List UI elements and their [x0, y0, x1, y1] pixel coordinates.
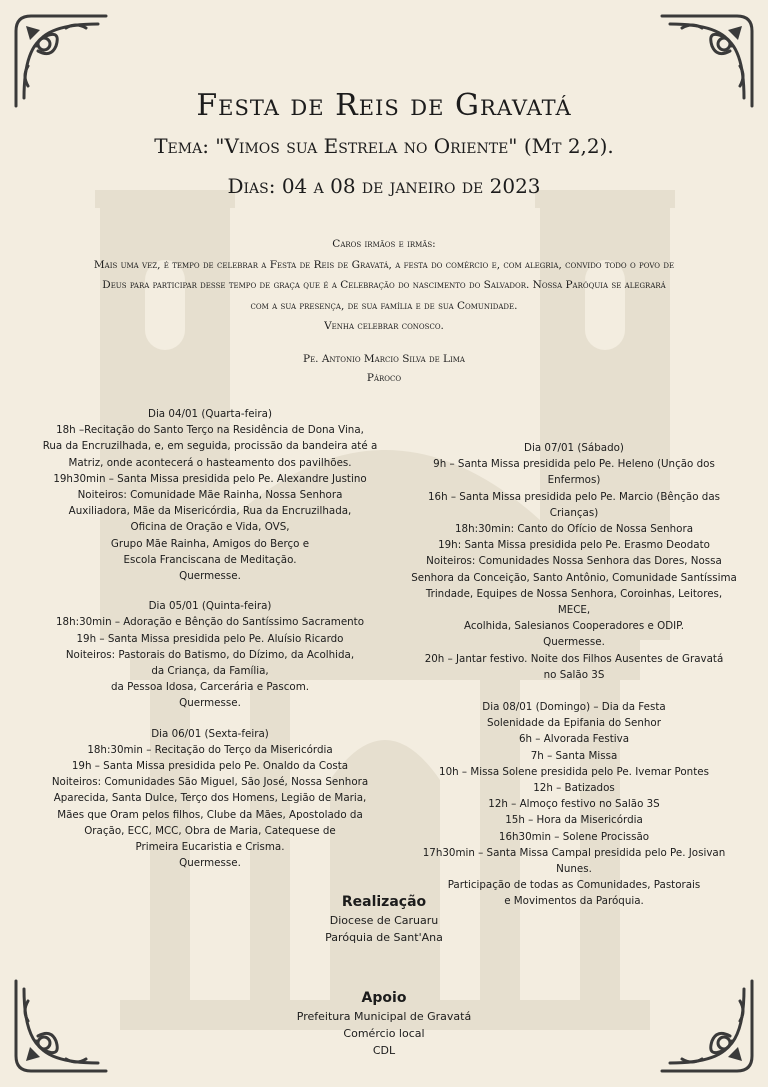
- schedule-line: da Criança, da Família,: [151, 665, 269, 678]
- schedule-line: Mães que Oram pelos filhos, Clube da Mães, Apostolado da: [57, 808, 363, 821]
- schedule-line: no Salão 3S: [543, 668, 605, 681]
- schedule-line: 16h30min – Solene Procissão: [498, 830, 650, 843]
- realizacao-item: Paróquia de Sant'Ana: [325, 931, 443, 944]
- day-block-08: [404, 699, 744, 910]
- signature: [0, 350, 768, 388]
- apoio-item: Prefeitura Municipal de Gravatá: [296, 1010, 472, 1023]
- schedule-line: Primeira Eucaristia e Crisma.: [135, 841, 285, 854]
- theme-line: Tema: "Vimos sua Estrela no Oriente" (Mt 2,2).: [154, 134, 614, 158]
- signature-role: Pároco: [366, 372, 402, 384]
- schedule-line: Senhora da Conceição, Santo Antônio, Comunidade Santíssima: [411, 571, 737, 584]
- intro-message: [64, 234, 704, 337]
- schedule-line: 18h:30min – Adoração e Bênção do Santíssimo Sacramento: [55, 616, 365, 629]
- schedule-line: 19h: Santa Missa presidida pelo Pe. Erasmo Deodato: [438, 539, 710, 552]
- schedule-line: Quermesse.: [179, 570, 241, 583]
- schedule-line: MECE,: [557, 604, 591, 617]
- schedule-line: Nunes.: [556, 863, 592, 876]
- intro-body-line: com a sua presença, de sua família e de sua Comunidade.: [250, 299, 518, 312]
- schedule-line: 12h – Batizados: [533, 782, 615, 795]
- day-block-07: [404, 440, 744, 683]
- realizacao-item: Diocese de Caruaru: [329, 914, 439, 927]
- schedule-line: 12h – Almoço festivo no Salão 3S: [488, 798, 660, 811]
- schedule-line: Noiteiros: Comunidades Nossa Senhora das Dores, Nossa: [426, 555, 722, 568]
- schedule-line: Quermesse.: [179, 697, 241, 710]
- schedule-line: 20h – Jantar festivo. Noite dos Filhos Ausentes de Gravatá: [424, 652, 724, 665]
- page-title: Festa de Reis de Gravatá: [196, 88, 572, 123]
- schedule-line: 7h – Santa Missa: [530, 749, 618, 762]
- schedule-line: 19h30min – Santa Missa presidida pelo Pe. Alexandre Justino: [53, 472, 367, 485]
- schedule-line: Escola Franciscana de Meditação.: [123, 553, 297, 566]
- signature-name: Pe. Antonio Marcio Silva de Lima: [303, 353, 465, 365]
- schedule-line: 19h – Santa Missa presidida pelo Pe. Onaldo da Costa: [71, 760, 349, 773]
- schedule-line: 15h – Hora da Misericórdia: [505, 814, 643, 827]
- apoio-item: Comércio local: [343, 1027, 425, 1040]
- schedule-line: Oficina de Oração e Vida, OVS,: [130, 521, 290, 534]
- schedule-line: Noiteiros: Comunidade Mãe Rainha, Nossa Senhora: [77, 489, 343, 502]
- schedule-line: Matriz, onde acontecerá o hasteamento dos pavilhões.: [68, 456, 352, 469]
- schedule-line: Enfermos): [547, 474, 601, 487]
- day-block-04: [40, 406, 380, 584]
- apoio-section: [0, 988, 768, 1059]
- schedule-line: Noiteiros: Comunidades São Miguel, São José, Nossa Senhora: [51, 776, 369, 789]
- day-heading: Dia 07/01 (Sábado): [524, 442, 624, 454]
- schedule-line: Oração, ECC, MCC, Obra de Maria, Catequese de: [84, 824, 336, 837]
- day-block-06: [40, 726, 380, 872]
- day-block-05: [40, 598, 380, 711]
- realizacao-section: [0, 892, 768, 946]
- schedule-line: Acolhida, Salesianos Cooperadores e ODIP.: [463, 620, 685, 633]
- schedule-line: 17h30min – Santa Missa Campal presidida pelo Pe. Josivan: [422, 846, 726, 859]
- intro-closing: Venha celebrar conosco.: [324, 320, 444, 332]
- dates-line: Dias: 04 a 08 de janeiro de 2023: [227, 174, 541, 198]
- schedule-left-column: [40, 406, 380, 871]
- schedule-line: Trindade, Equipes de Nossa Senhora, Coroinhas, Leitores,: [425, 587, 723, 600]
- schedule-line: Aparecida, Santa Dulce, Terço dos Homens, Legião de Maria,: [53, 792, 367, 805]
- schedule-line: 10h – Missa Solene presidida pelo Pe. Ivemar Pontes: [439, 765, 709, 778]
- schedule-line: Noiteiros: Pastorais do Batismo, do Dízimo, da Acolhida,: [65, 648, 355, 661]
- intro-body-line: Deus para participar desse tempo de graça que é a Celebração do nascimento do Salvador. Nossa Paróquia se alegrará: [102, 279, 666, 291]
- day-heading: Dia 04/01 (Quarta-feira): [148, 408, 272, 420]
- day-heading: Dia 05/01 (Quinta-feira): [148, 600, 272, 613]
- day-heading: Dia 08/01 (Domingo) – Dia da Festa: [482, 701, 666, 714]
- schedule-line: Solenidade da Epifania do Senhor: [487, 717, 661, 730]
- realizacao-heading: Realização: [341, 894, 427, 910]
- schedule-line: da Pessoa Idosa, Carcerária e Pascom.: [110, 681, 310, 694]
- schedule-line: Quermesse.: [543, 636, 605, 649]
- intro-greeting: Caros irmãos e irmãs:: [332, 238, 436, 250]
- schedule-line: e Movimentos da Paróquia.: [504, 895, 644, 908]
- schedule-line: 19h – Santa Missa presidida pelo Pe. Aluísio Ricardo: [76, 632, 344, 645]
- schedule-line: Crianças): [549, 506, 599, 519]
- schedule-line: Rua da Encruzilhada, e, em seguida, procissão da bandeira até a: [42, 440, 378, 453]
- schedule-right-column: [404, 440, 744, 910]
- apoio-heading: Apoio: [361, 990, 407, 1006]
- schedule-line: 16h – Santa Missa presidida pelo Pe. Marcio (Bênção das: [427, 490, 720, 503]
- schedule-line: Quermesse.: [179, 857, 241, 870]
- schedule-line: Grupo Mãe Rainha, Amigos do Berço e: [110, 537, 310, 550]
- schedule-line: 9h – Santa Missa presidida pelo Pe. Heleno (Unção dos: [433, 458, 715, 471]
- schedule-line: 18h:30min: Canto do Ofício de Nossa Senhora: [454, 523, 693, 536]
- schedule-line: Auxiliadora, Mãe da Misericórdia, Rua da Encruzilhada,: [68, 505, 352, 518]
- day-heading: Dia 06/01 (Sexta-feira): [151, 727, 269, 740]
- apoio-item: CDL: [372, 1044, 396, 1057]
- schedule-line: 6h – Alvorada Festiva: [518, 733, 630, 746]
- schedule-line: Participação de todas as Comunidades, Pastorais: [447, 879, 701, 892]
- intro-body-line: Mais uma vez, é tempo de celebrar a Festa de Reis de Gravatá, a festa do comércio e, com alegria, convido todo o povo de: [93, 258, 675, 271]
- schedule-line: 18h –Recitação do Santo Terço na Residência de Dona Vina,: [56, 424, 364, 437]
- schedule-line: 18h:30min – Recitação do Terço da Misericórdia: [87, 743, 333, 756]
